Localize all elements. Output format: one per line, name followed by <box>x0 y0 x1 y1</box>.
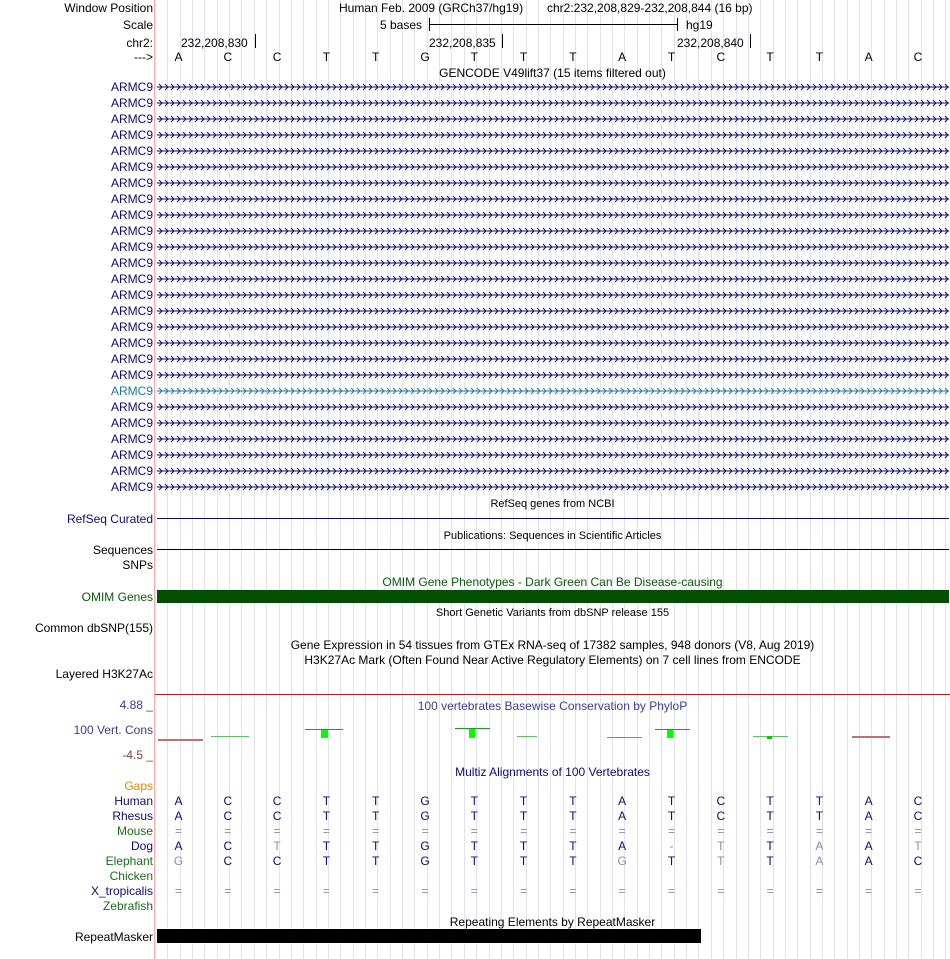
grid-line <box>785 0 786 959</box>
grid-line <box>254 0 255 959</box>
gencode-transcript[interactable] <box>157 482 949 492</box>
rmsk-label[interactable]: RepeatMasker <box>74 930 153 944</box>
phylop-score-bar <box>305 729 343 730</box>
aligned-base: G <box>173 854 184 868</box>
aligned-base: T <box>322 794 331 808</box>
phylop-min: -4.5 _ <box>122 748 153 762</box>
aligned-base: A <box>864 809 873 823</box>
species-label[interactable]: Rhesus <box>112 809 153 823</box>
aligned-base: C <box>716 794 726 808</box>
aligned-base: A <box>174 809 183 823</box>
aligned-base: G <box>420 794 430 808</box>
coord-tick-3: 232,208,840 <box>677 36 744 50</box>
aligned-base: T <box>569 854 577 868</box>
gencode-transcript[interactable] <box>157 82 949 92</box>
grid-line <box>587 0 588 959</box>
phylop-score-bar <box>667 730 673 738</box>
grid-line <box>834 0 835 959</box>
aligned-base: T <box>667 854 676 868</box>
aligned-base: C <box>913 794 923 808</box>
gencode-transcript[interactable] <box>157 450 949 460</box>
gencode-transcript[interactable] <box>157 274 949 284</box>
gencode-transcript[interactable] <box>157 434 949 444</box>
aligned-base: = <box>372 884 380 898</box>
grid-line <box>489 0 490 959</box>
grid-line <box>402 0 403 959</box>
species-label[interactable]: Human <box>114 794 153 808</box>
gencode-gene-label[interactable]: ARMC9 <box>110 336 153 350</box>
omim-bar[interactable] <box>157 590 949 603</box>
grid-line <box>748 0 749 959</box>
phylop-max: 4.88 _ <box>119 698 153 712</box>
omim-label[interactable]: OMIM Genes <box>81 590 153 604</box>
phylop-score-bar <box>767 736 772 739</box>
species-label[interactable]: Dog <box>130 839 153 853</box>
aligned-base: = <box>273 884 281 898</box>
aligned-base: T <box>322 854 331 868</box>
phylop-score-bar <box>517 736 537 737</box>
aligned-base: = <box>865 824 873 838</box>
grid-line <box>847 0 848 959</box>
reference-base: G <box>420 50 430 64</box>
grid-line <box>192 0 193 959</box>
species-label[interactable]: Mouse <box>116 824 153 838</box>
gencode-transcript[interactable] <box>157 386 949 396</box>
species-label[interactable]: X_tropicalis <box>90 884 153 898</box>
phylop-score-bar <box>852 736 890 738</box>
assembly-text: Human Feb. 2009 (GRCh37/hg19) <box>339 1 524 15</box>
gencode-transcript[interactable] <box>157 130 949 140</box>
reference-base: T <box>470 50 478 64</box>
phylop-score-bar <box>607 737 642 738</box>
gencode-transcript[interactable] <box>157 226 949 236</box>
aligned-base: T <box>273 839 281 853</box>
gencode-transcript[interactable] <box>157 322 949 332</box>
aligned-base: T <box>470 809 478 823</box>
phylop-score-bar <box>158 739 203 741</box>
aligned-base: = <box>618 824 626 838</box>
reference-base: T <box>667 50 676 64</box>
gencode-gene-label[interactable]: ARMC9 <box>110 448 153 462</box>
gencode-gene-label[interactable]: ARMC9 <box>110 288 153 302</box>
gencode-gene-label[interactable]: ARMC9 <box>110 416 153 430</box>
aligned-base: = <box>569 824 577 838</box>
grid-line <box>649 0 650 959</box>
grid-line <box>439 0 440 959</box>
gencode-transcript[interactable] <box>157 338 949 348</box>
phylop-score-bar <box>455 728 490 729</box>
aligned-base: = <box>914 824 922 838</box>
aligned-base: A <box>815 854 824 868</box>
aligned-base: = <box>618 884 626 898</box>
aligned-base: T <box>519 809 528 823</box>
grid-line <box>600 0 601 959</box>
aligned-base: = <box>667 884 675 898</box>
aligned-base: = <box>174 884 182 898</box>
grid-line <box>797 0 798 959</box>
aligned-base: C <box>272 809 282 823</box>
gtex-title[interactable]: Gene Expression in 54 tissues from GTEx RNA-seq of 17382 samples, 948 donors (V8, Aug 2019) <box>290 638 815 652</box>
gencode-gene-label[interactable]: ARMC9 <box>110 464 153 478</box>
gencode-transcript[interactable] <box>157 306 949 316</box>
omim-title[interactable]: OMIM Gene Phenotypes - Dark Green Can Be Disease-causing <box>382 575 723 589</box>
refseq-title[interactable]: RefSeq genes from NCBI <box>490 498 615 510</box>
aligned-base: T <box>569 794 577 808</box>
phylop-graph[interactable] <box>155 720 950 744</box>
reference-base: T <box>322 50 331 64</box>
coord-tick-2: 232,208,835 <box>429 36 496 50</box>
aligned-base: G <box>420 839 430 853</box>
grid-line <box>501 0 502 959</box>
gencode-gene-label[interactable]: ARMC9 <box>110 256 153 270</box>
gencode-transcript[interactable] <box>157 146 949 156</box>
gaps-label[interactable]: Gaps <box>124 779 153 793</box>
label-divider <box>154 0 155 959</box>
phylop-score-bar <box>211 736 249 737</box>
aligned-base: = <box>815 824 823 838</box>
gencode-gene-label[interactable]: ARMC9 <box>110 384 153 398</box>
grid-line <box>291 0 292 959</box>
scale-bar-right-tick <box>677 18 678 31</box>
aligned-base: T <box>372 839 380 853</box>
aligned-base: A <box>815 839 824 853</box>
aligned-base: = <box>766 884 774 898</box>
gencode-gene-label[interactable]: ARMC9 <box>110 96 153 110</box>
aligned-base: T <box>470 794 478 808</box>
aligned-base: A <box>864 794 873 808</box>
phylop-score-bar <box>321 730 328 738</box>
aligned-base: T <box>766 794 774 808</box>
rmsk-element[interactable] <box>157 929 701 943</box>
grid-line <box>353 0 354 959</box>
gencode-gene-label[interactable]: ARMC9 <box>110 80 153 94</box>
rmsk-title[interactable]: Repeating Elements by RepeatMasker <box>449 915 656 929</box>
phylop-title[interactable]: 100 vertebrates Basewise Conservation by PhyloP <box>417 699 688 713</box>
reference-base: A <box>174 50 183 64</box>
gencode-gene-label[interactable]: ARMC9 <box>110 160 153 174</box>
gencode-gene-label[interactable]: ARMC9 <box>110 480 153 494</box>
phylop-score-bar <box>469 729 475 738</box>
grid-line <box>896 0 897 959</box>
aligned-base: = <box>520 824 528 838</box>
grid-line <box>390 0 391 959</box>
reference-base: T <box>766 50 774 64</box>
species-label[interactable]: Elephant <box>105 854 153 868</box>
gencode-transcript[interactable] <box>157 98 949 108</box>
refseq-track[interactable] <box>157 518 949 519</box>
gencode-gene-label[interactable]: ARMC9 <box>110 224 153 238</box>
grid-line <box>686 0 687 959</box>
aligned-base: G <box>420 854 430 868</box>
aligned-base: T <box>372 794 380 808</box>
scale-text: 5 bases <box>380 18 423 32</box>
aligned-base: T <box>717 839 725 853</box>
scale-bar <box>430 24 678 25</box>
gencode-transcript[interactable] <box>157 162 949 172</box>
gencode-gene-label[interactable]: ARMC9 <box>110 432 153 446</box>
scale-bar-left-tick <box>429 18 430 31</box>
chrom-label: chr2: <box>126 36 153 50</box>
grid-line <box>303 0 304 959</box>
aligned-base: A <box>618 794 627 808</box>
scale-label: Scale <box>122 18 153 32</box>
aligned-base: A <box>174 794 183 808</box>
aligned-base: G <box>617 854 627 868</box>
gencode-title[interactable]: GENCODE V49lift37 (15 items filtered out) <box>439 66 666 80</box>
reference-base: C <box>223 50 233 64</box>
aligned-base: = <box>667 824 675 838</box>
grid-line <box>340 0 341 959</box>
grid-line <box>637 0 638 959</box>
grid-line <box>538 0 539 959</box>
gencode-transcript[interactable] <box>157 466 949 476</box>
aligned-base: T <box>667 794 676 808</box>
aligned-base: G <box>420 809 430 823</box>
gencode-gene-label[interactable]: ARMC9 <box>110 176 153 190</box>
aligned-base: T <box>372 854 380 868</box>
aligned-base: = <box>174 824 182 838</box>
aligned-base: T <box>519 794 528 808</box>
aligned-base: A <box>618 809 627 823</box>
aligned-base: = <box>569 884 577 898</box>
reference-base: C <box>913 50 923 64</box>
reference-base: C <box>716 50 726 64</box>
aligned-base: T <box>766 854 774 868</box>
refseq-label[interactable]: RefSeq Curated <box>66 512 153 526</box>
reference-base: T <box>519 50 528 64</box>
grid-line <box>736 0 737 959</box>
aligned-base: - <box>669 839 674 853</box>
snps-label[interactable]: SNPs <box>122 558 153 572</box>
coord-tick-mark-2 <box>502 34 503 48</box>
aligned-base: C <box>223 854 233 868</box>
aligned-base: C <box>716 809 726 823</box>
grid-line <box>933 0 934 959</box>
aligned-base: T <box>914 839 922 853</box>
gencode-transcript[interactable] <box>157 370 949 380</box>
reference-base: T <box>815 50 824 64</box>
gencode-gene-label[interactable]: ARMC9 <box>110 192 153 206</box>
aligned-base: T <box>667 809 676 823</box>
pubs-title[interactable]: Publications: Sequences in Scientific Articles <box>443 530 662 542</box>
h3k27ac-label[interactable]: Layered H3K27Ac <box>55 667 153 681</box>
species-label[interactable]: Zebrafish <box>102 899 153 913</box>
grid-line <box>884 0 885 959</box>
aligned-base: C <box>223 839 233 853</box>
coord-tick-mark-1 <box>255 34 256 48</box>
aligned-base: = <box>766 824 774 838</box>
aligned-base: = <box>372 824 380 838</box>
db-text: hg19 <box>686 18 713 32</box>
species-label[interactable]: Chicken <box>109 869 153 883</box>
gencode-gene-label[interactable]: ARMC9 <box>110 272 153 286</box>
aligned-base: A <box>618 839 627 853</box>
aligned-base: A <box>864 854 873 868</box>
aligned-base: C <box>272 794 282 808</box>
grid-line <box>155 0 156 959</box>
aligned-base: = <box>421 824 429 838</box>
gencode-transcript[interactable] <box>157 210 949 220</box>
gencode-transcript[interactable] <box>157 402 949 412</box>
gencode-gene-label[interactable]: ARMC9 <box>110 400 153 414</box>
phylop-label[interactable]: 100 Vert. Cons <box>73 723 153 737</box>
gencode-transcript[interactable] <box>157 258 949 268</box>
aligned-base: = <box>520 884 528 898</box>
gencode-transcript[interactable] <box>157 354 949 364</box>
aligned-base: = <box>224 824 232 838</box>
aligned-base: = <box>224 884 232 898</box>
aligned-base: T <box>766 839 774 853</box>
pubs-track[interactable] <box>157 549 949 550</box>
aligned-base: T <box>569 809 577 823</box>
aligned-base: C <box>223 794 233 808</box>
aligned-base: T <box>815 794 824 808</box>
aligned-base: = <box>717 884 725 898</box>
aligned-base: = <box>914 884 922 898</box>
aligned-base: C <box>913 854 923 868</box>
aligned-base: T <box>322 809 331 823</box>
gencode-gene-label[interactable]: ARMC9 <box>110 368 153 382</box>
gencode-gene-label[interactable]: ARMC9 <box>110 144 153 158</box>
aligned-base: T <box>519 854 528 868</box>
h3k27ac-title[interactable]: H3K27Ac Mark (Often Found Near Active Regulatory Elements) on 7 cell lines from ENCODE <box>304 653 801 667</box>
aligned-base: T <box>569 839 577 853</box>
gencode-transcript[interactable] <box>157 418 949 428</box>
multiz-title[interactable]: Multiz Alignments of 100 Vertebrates <box>455 765 650 779</box>
reference-base: A <box>618 50 627 64</box>
reference-base: A <box>864 50 873 64</box>
aligned-base: T <box>322 839 331 853</box>
dbsnp-title[interactable]: Short Genetic Variants from dbSNP release 155 <box>435 607 670 619</box>
aligned-base: = <box>717 824 725 838</box>
grid-line <box>698 0 699 959</box>
gencode-transcript[interactable] <box>157 290 949 300</box>
gencode-gene-label[interactable]: ARMC9 <box>110 240 153 254</box>
gencode-transcript[interactable] <box>157 114 949 124</box>
gencode-transcript[interactable] <box>157 178 949 188</box>
h3k27ac-baseline <box>155 694 950 695</box>
grid-line <box>550 0 551 959</box>
reference-base: C <box>272 50 282 64</box>
aligned-base: = <box>865 884 873 898</box>
aligned-base: = <box>470 884 478 898</box>
grid-line <box>241 0 242 959</box>
aligned-base: = <box>322 884 330 898</box>
gencode-gene-label[interactable]: ARMC9 <box>110 304 153 318</box>
grid-line <box>451 0 452 959</box>
aligned-base: = <box>470 824 478 838</box>
aligned-base: = <box>322 824 330 838</box>
aligned-base: = <box>421 884 429 898</box>
aligned-base: T <box>470 839 478 853</box>
aligned-base: = <box>815 884 823 898</box>
reference-base: T <box>372 50 380 64</box>
reference-base: T <box>569 50 577 64</box>
aligned-base: T <box>519 839 528 853</box>
phylop-score-bar <box>655 729 690 730</box>
aligned-base: C <box>913 809 923 823</box>
aligned-base: = <box>273 824 281 838</box>
gencode-gene-label[interactable]: ARMC9 <box>110 112 153 126</box>
position-text: chr2:232,208,829-232,208,844 (16 bp) <box>547 1 753 15</box>
pubs-label[interactable]: Sequences <box>92 543 153 557</box>
aligned-base: C <box>223 809 233 823</box>
aligned-base: T <box>766 809 774 823</box>
gencode-gene-label[interactable]: ARMC9 <box>110 352 153 366</box>
aligned-base: T <box>372 809 380 823</box>
coord-tick-mark-3 <box>750 34 751 48</box>
gencode-transcript[interactable] <box>157 194 949 204</box>
aligned-base: T <box>470 854 478 868</box>
aligned-base: T <box>815 809 824 823</box>
grid-line <box>204 0 205 959</box>
grid-line <box>945 0 946 959</box>
coord-tick-1: 232,208,830 <box>181 36 248 50</box>
dbsnp-label[interactable]: Common dbSNP(155) <box>34 621 153 635</box>
gencode-transcript[interactable] <box>157 242 949 252</box>
window-position-label: Window Position <box>64 1 153 15</box>
gencode-gene-label[interactable]: ARMC9 <box>110 320 153 334</box>
gencode-gene-label[interactable]: ARMC9 <box>110 208 153 222</box>
aligned-base: A <box>174 839 183 853</box>
aligned-base: C <box>272 854 282 868</box>
strand-label: ---> <box>134 50 153 64</box>
aligned-base: A <box>864 839 873 853</box>
gencode-gene-label[interactable]: ARMC9 <box>110 128 153 142</box>
aligned-base: T <box>717 854 725 868</box>
